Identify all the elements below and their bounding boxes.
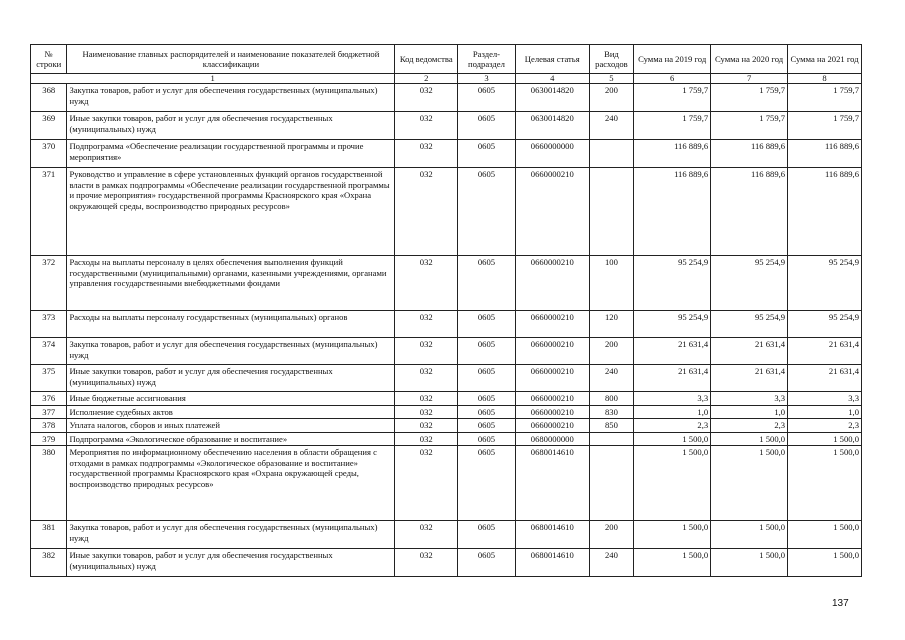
row-sum-2019: 1 759,7 xyxy=(634,112,711,140)
col-number: 5 xyxy=(589,74,634,84)
row-razdel: 0605 xyxy=(458,446,516,521)
row-kod: 032 xyxy=(395,365,458,392)
row-sum-2020: 1,0 xyxy=(711,405,788,419)
row-vid xyxy=(589,446,634,521)
row-sum-2021: 1 500,0 xyxy=(788,432,862,446)
row-vid xyxy=(589,432,634,446)
row-razdel: 0605 xyxy=(458,419,516,433)
row-sum-2019: 1 500,0 xyxy=(634,549,711,577)
row-number: 371 xyxy=(31,168,67,256)
row-name: Иные закупки товаров, работ и услуг для обеспечения государственных (муниципальных) нужд xyxy=(67,365,395,392)
table-row xyxy=(31,256,862,311)
row-number: 368 xyxy=(31,84,67,112)
table-row xyxy=(31,521,862,549)
col-number: 7 xyxy=(711,74,788,84)
header-num: № строки xyxy=(31,45,67,74)
row-number: 376 xyxy=(31,392,67,406)
row-celevaya: 0660000210 xyxy=(515,168,589,256)
row-name: Уплата налогов, сборов и иных платежей xyxy=(67,419,395,433)
row-celevaya: 0660000210 xyxy=(515,405,589,419)
row-kod: 032 xyxy=(395,392,458,406)
row-kod: 032 xyxy=(395,419,458,433)
row-vid: 850 xyxy=(589,419,634,433)
header-razdel: Раздел-подраздел xyxy=(458,45,516,74)
row-number: 378 xyxy=(31,419,67,433)
row-razdel: 0605 xyxy=(458,365,516,392)
table-row xyxy=(31,338,862,365)
row-sum-2021: 95 254,9 xyxy=(788,311,862,338)
row-name: Иные закупки товаров, работ и услуг для обеспечения государственных (муниципальных) нужд xyxy=(67,112,395,140)
row-celevaya: 0660000000 xyxy=(515,140,589,168)
row-sum-2019: 1 500,0 xyxy=(634,446,711,521)
row-sum-2021: 1 759,7 xyxy=(788,112,862,140)
row-celevaya: 0660000210 xyxy=(515,311,589,338)
row-number: 373 xyxy=(31,311,67,338)
col-number: 3 xyxy=(458,74,516,84)
row-sum-2020: 1 759,7 xyxy=(711,84,788,112)
row-name: Расходы на выплаты персоналу государственных (муниципальных) органов xyxy=(67,311,395,338)
row-number: 377 xyxy=(31,405,67,419)
table-body xyxy=(31,84,862,577)
row-sum-2021: 21 631,4 xyxy=(788,365,862,392)
row-celevaya: 0680014610 xyxy=(515,446,589,521)
row-sum-2020: 1 759,7 xyxy=(711,112,788,140)
row-number: 381 xyxy=(31,521,67,549)
row-sum-2021: 95 254,9 xyxy=(788,256,862,311)
row-sum-2019: 1 759,7 xyxy=(634,84,711,112)
row-celevaya: 0680014610 xyxy=(515,521,589,549)
row-kod: 032 xyxy=(395,521,458,549)
row-kod: 032 xyxy=(395,140,458,168)
row-vid: 240 xyxy=(589,549,634,577)
row-sum-2021: 21 631,4 xyxy=(788,338,862,365)
row-sum-2019: 1 500,0 xyxy=(634,521,711,549)
header-kod: Код ведомства xyxy=(395,45,458,74)
row-number: 372 xyxy=(31,256,67,311)
row-sum-2020: 1 500,0 xyxy=(711,446,788,521)
row-sum-2020: 21 631,4 xyxy=(711,365,788,392)
row-vid xyxy=(589,140,634,168)
header-vid: Вид расходов xyxy=(589,45,634,74)
row-razdel: 0605 xyxy=(458,405,516,419)
col-number: 8 xyxy=(788,74,862,84)
row-number: 380 xyxy=(31,446,67,521)
row-name: Закупка товаров, работ и услуг для обеспечения государственных (муниципальных) нужд xyxy=(67,84,395,112)
row-sum-2019: 95 254,9 xyxy=(634,311,711,338)
row-name: Руководство и управление в сфере установленных функций органов государственной власти в рамках подпрограммы «Обеспечение реализации государственной программы и прочие мероприятия» государственной программы Красноярского края «Охрана окружающей среды, воспроизводство природных ресурсов» xyxy=(67,168,395,256)
row-sum-2020: 116 889,6 xyxy=(711,140,788,168)
table-row xyxy=(31,365,862,392)
row-celevaya: 0660000210 xyxy=(515,365,589,392)
row-sum-2019: 95 254,9 xyxy=(634,256,711,311)
table-row xyxy=(31,392,862,406)
row-razdel: 0605 xyxy=(458,392,516,406)
row-celevaya: 0680000000 xyxy=(515,432,589,446)
row-razdel: 0605 xyxy=(458,112,516,140)
row-number: 382 xyxy=(31,549,67,577)
row-sum-2020: 1 500,0 xyxy=(711,521,788,549)
row-celevaya: 0660000210 xyxy=(515,256,589,311)
row-sum-2020: 1 500,0 xyxy=(711,432,788,446)
table-row xyxy=(31,84,862,112)
row-sum-2021: 1,0 xyxy=(788,405,862,419)
row-name: Подпрограмма «Экологическое образование и воспитание» xyxy=(67,432,395,446)
table-row xyxy=(31,549,862,577)
table-row xyxy=(31,168,862,256)
row-vid xyxy=(589,168,634,256)
column-number-row xyxy=(31,74,862,84)
row-name: Иные бюджетные ассигнования xyxy=(67,392,395,406)
table-row xyxy=(31,446,862,521)
row-celevaya: 0630014820 xyxy=(515,84,589,112)
row-sum-2020: 95 254,9 xyxy=(711,256,788,311)
row-sum-2019: 21 631,4 xyxy=(634,365,711,392)
table-row xyxy=(31,405,862,419)
row-celevaya: 0630014820 xyxy=(515,112,589,140)
row-celevaya: 0660000210 xyxy=(515,338,589,365)
row-sum-2020: 95 254,9 xyxy=(711,311,788,338)
row-number: 369 xyxy=(31,112,67,140)
row-vid: 200 xyxy=(589,521,634,549)
row-vid: 830 xyxy=(589,405,634,419)
row-name: Закупка товаров, работ и услуг для обеспечения государственных (муниципальных) нужд xyxy=(67,521,395,549)
row-sum-2021: 1 500,0 xyxy=(788,549,862,577)
row-sum-2019: 2,3 xyxy=(634,419,711,433)
row-name: Исполнение судебных актов xyxy=(67,405,395,419)
row-sum-2021: 116 889,6 xyxy=(788,140,862,168)
budget-table-sheet xyxy=(30,44,862,577)
header-s2020: Сумма на 2020 год xyxy=(711,45,788,74)
row-vid: 120 xyxy=(589,311,634,338)
row-sum-2019: 1,0 xyxy=(634,405,711,419)
page-number: 137 xyxy=(832,598,849,609)
row-vid: 240 xyxy=(589,365,634,392)
row-sum-2020: 2,3 xyxy=(711,419,788,433)
row-sum-2020: 116 889,6 xyxy=(711,168,788,256)
row-kod: 032 xyxy=(395,256,458,311)
row-name: Подпрограмма «Обеспечение реализации государственной программы и прочие мероприятия» xyxy=(67,140,395,168)
row-sum-2019: 1 500,0 xyxy=(634,432,711,446)
row-razdel: 0605 xyxy=(458,338,516,365)
header-s2019: Сумма на 2019 год xyxy=(634,45,711,74)
row-vid: 240 xyxy=(589,112,634,140)
row-kod: 032 xyxy=(395,84,458,112)
row-sum-2020: 3,3 xyxy=(711,392,788,406)
table-row xyxy=(31,432,862,446)
col-number: 2 xyxy=(395,74,458,84)
row-kod: 032 xyxy=(395,549,458,577)
row-sum-2019: 3,3 xyxy=(634,392,711,406)
row-razdel: 0605 xyxy=(458,168,516,256)
row-name: Расходы на выплаты персоналу в целях обеспечения выполнения функций государственными (муниципальными) органами, казенными учреждениями, органами управления государственными внебюджетными фондами xyxy=(67,256,395,311)
row-kod: 032 xyxy=(395,112,458,140)
row-vid: 100 xyxy=(589,256,634,311)
header-celevaya: Целевая статья xyxy=(515,45,589,74)
row-sum-2021: 3,3 xyxy=(788,392,862,406)
row-kod: 032 xyxy=(395,446,458,521)
budget-table xyxy=(30,44,862,577)
row-number: 375 xyxy=(31,365,67,392)
row-sum-2019: 21 631,4 xyxy=(634,338,711,365)
row-number: 374 xyxy=(31,338,67,365)
row-razdel: 0605 xyxy=(458,432,516,446)
row-sum-2020: 1 500,0 xyxy=(711,549,788,577)
row-sum-2019: 116 889,6 xyxy=(634,140,711,168)
row-kod: 032 xyxy=(395,338,458,365)
row-name: Иные закупки товаров, работ и услуг для обеспечения государственных (муниципальных) нужд xyxy=(67,549,395,577)
table-row xyxy=(31,311,862,338)
header-s2021: Сумма на 2021 год xyxy=(788,45,862,74)
row-sum-2020: 21 631,4 xyxy=(711,338,788,365)
row-razdel: 0605 xyxy=(458,521,516,549)
row-name: Мероприятия по информационному обеспечению населения в области обращения с отходами в рамках подпрограммы «Экологическое образование и воспитание» государственной программы Красноярского края «Охрана окружающей среды, воспроизводство природных ресурсов» xyxy=(67,446,395,521)
col-number: 4 xyxy=(515,74,589,84)
table-row xyxy=(31,112,862,140)
row-kod: 032 xyxy=(395,168,458,256)
row-kod: 032 xyxy=(395,432,458,446)
row-razdel: 0605 xyxy=(458,311,516,338)
row-vid: 200 xyxy=(589,338,634,365)
col-number: 1 xyxy=(31,74,395,84)
row-razdel: 0605 xyxy=(458,140,516,168)
row-sum-2021: 1 759,7 xyxy=(788,84,862,112)
row-celevaya: 0680014610 xyxy=(515,549,589,577)
row-razdel: 0605 xyxy=(458,549,516,577)
row-number: 370 xyxy=(31,140,67,168)
row-sum-2021: 116 889,6 xyxy=(788,168,862,256)
table-row xyxy=(31,419,862,433)
header-name: Наименование главных распорядителей и наименование показателей бюджетной классификации xyxy=(67,45,395,74)
row-name: Закупка товаров, работ и услуг для обеспечения государственных (муниципальных) нужд xyxy=(67,338,395,365)
row-sum-2021: 2,3 xyxy=(788,419,862,433)
row-number: 379 xyxy=(31,432,67,446)
row-sum-2019: 116 889,6 xyxy=(634,168,711,256)
row-sum-2021: 1 500,0 xyxy=(788,446,862,521)
header-row xyxy=(31,45,862,74)
col-number: 6 xyxy=(634,74,711,84)
row-celevaya: 0660000210 xyxy=(515,392,589,406)
row-vid: 800 xyxy=(589,392,634,406)
row-vid: 200 xyxy=(589,84,634,112)
row-sum-2021: 1 500,0 xyxy=(788,521,862,549)
row-kod: 032 xyxy=(395,311,458,338)
row-kod: 032 xyxy=(395,405,458,419)
row-celevaya: 0660000210 xyxy=(515,419,589,433)
row-razdel: 0605 xyxy=(458,84,516,112)
row-razdel: 0605 xyxy=(458,256,516,311)
table-row xyxy=(31,140,862,168)
